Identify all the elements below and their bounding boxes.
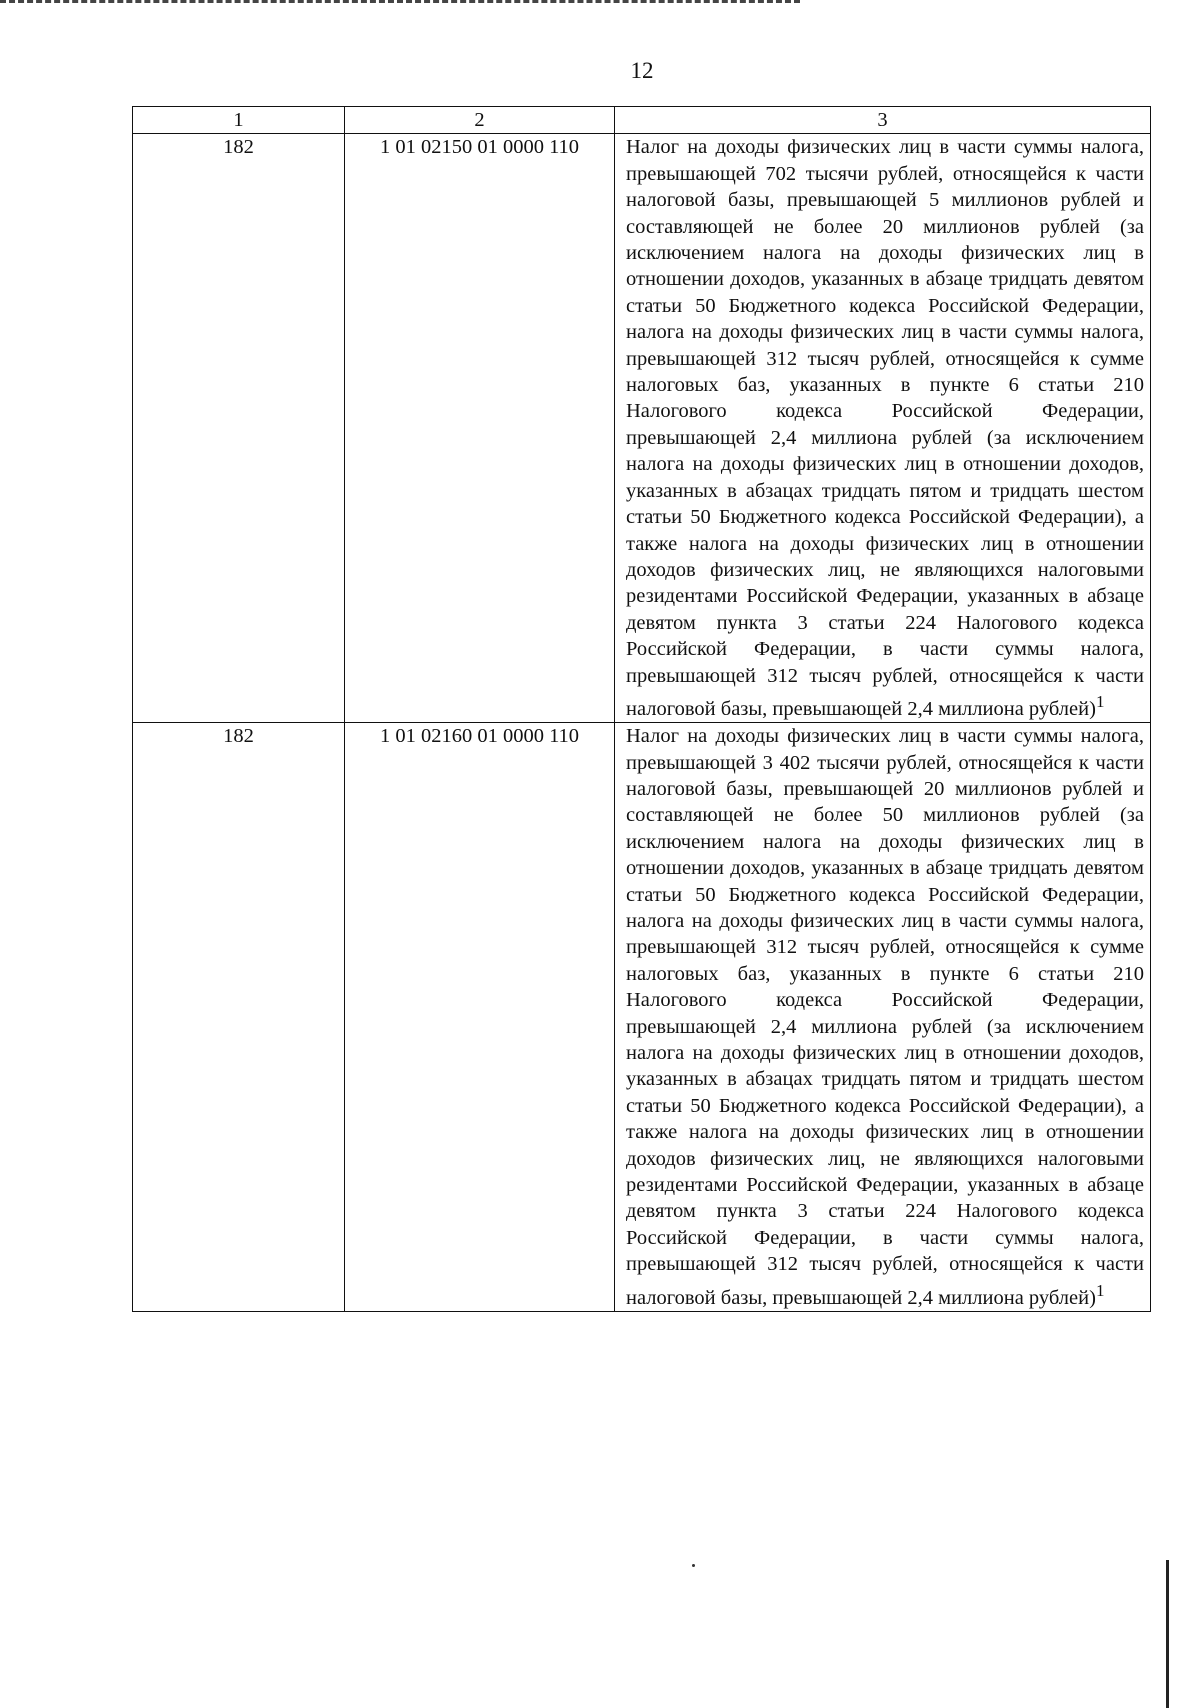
description-text: Налог на доходы физических лиц в части суммы налога, превышающей 702 тысячи рублей, относящейся к части налоговой базы, превышающей 5 миллионов рублей и составляющей не более 20 миллионов рублей (за исключением налога на доходы физических лиц в отношении доходов, указанных в абзаце тридцать девятом статьи 50 Бюджетного кодекса Российской Федерации, налога на доходы физических лиц в части суммы налога, превышающей 312 тысяч рублей, относящейся к сумме налоговых баз, указанных в пункте 6 статьи 210 Налогового кодекса Российской Федерации, превышающей 2,4 миллиона рублей (за исключением налога на доходы физических лиц в отношении доходов, указанных в абзацах тридцать пятом и тридцать шестом статьи 50 Бюджетного кодекса Российской Федерации), а также налога на доходы физических лиц в отношении доходов физических лиц, не являющихся налоговыми резидентами Российской Федерации, указанных в абзаце девятом пункта 3 статьи 224 Налогового кодекса Российской Федерации, в части суммы налога, превышающей 312 тысяч рублей, относящейся к части налоговой базы, превышающей 2,4 миллиона рублей) (626, 136, 1144, 720)
column-header-2: 2 (345, 107, 615, 134)
scan-edge-mark (0, 0, 800, 3)
description-cell (615, 723, 1151, 1312)
kbk-code-cell: 1 01 02160 01 0000 110 (345, 723, 615, 1312)
description-cell (615, 134, 1151, 723)
kbk-code-cell: 1 01 02150 01 0000 110 (345, 134, 615, 723)
scan-right-edge (1166, 1560, 1169, 1708)
admin-code-cell: 182 (133, 134, 345, 723)
table-header-row (133, 107, 1151, 134)
page-number: 12 (630, 58, 654, 83)
scan-dot (692, 1564, 695, 1567)
revenue-codes-table (132, 106, 1151, 1312)
description-text: Налог на доходы физических лиц в части суммы налога, превышающей 3 402 тысячи рублей, относящейся к части налоговой базы, превышающей 20 миллионов рублей и составляющей не более 50 миллионов рублей (за исключением налога на доходы физических лиц в отношении доходов, указанных в абзаце тридцать девятом статьи 50 Бюджетного кодекса Российской Федерации, налога на доходы физических лиц в части суммы налога, превышающей 312 тысяч рублей, относящейся к сумме налоговых баз, указанных в пункте 6 статьи 210 Налогового кодекса Российской Федерации, превышающей 2,4 миллиона рублей (за исключением налога на доходы физических лиц в отношении доходов, указанных в абзацах тридцать пятом и тридцать шестом статьи 50 Бюджетного кодекса Российской Федерации), а также налога на доходы физических лиц в отношении доходов физических лиц, не являющихся налоговыми резидентами Российской Федерации, указанных в абзаце девятом пункта 3 статьи 224 Налогового кодекса Российской Федерации, в части суммы налога, превышающей 312 тысяч рублей, относящейся к части налоговой базы, превышающей 2,4 миллиона рублей) (626, 725, 1144, 1309)
footnote-marker: 1 (1095, 691, 1105, 711)
column-header-3: 3 (615, 107, 1151, 134)
table-row (133, 723, 1151, 1312)
table-row (133, 134, 1151, 723)
footnote-marker: 1 (1095, 1280, 1105, 1300)
column-header-1: 1 (133, 107, 345, 134)
admin-code-cell: 182 (133, 723, 345, 1312)
